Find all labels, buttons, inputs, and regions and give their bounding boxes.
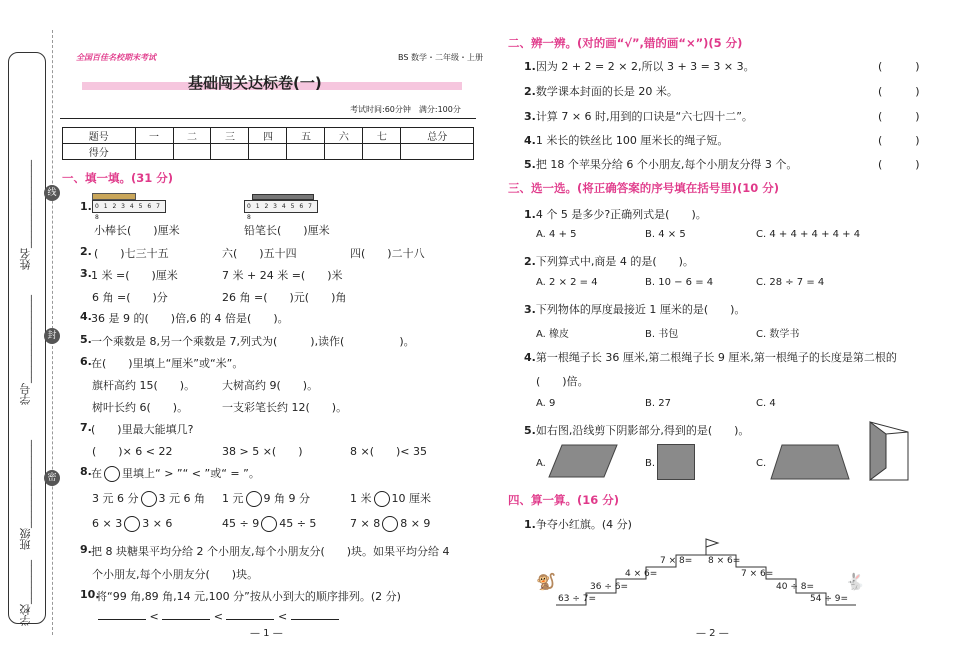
judge-answer-2[interactable]: ( ) <box>878 85 920 98</box>
compare-circle[interactable] <box>124 516 140 532</box>
section-4-title: 四、算一算。(16 分) <box>508 493 620 507</box>
q2-item-c: 四( )二十八 <box>350 247 425 260</box>
score-head-cell: 一 <box>135 128 173 144</box>
q4-number: 4. <box>80 310 92 323</box>
choice-q5-opt-b[interactable]: B. <box>645 458 656 469</box>
exam-info: 考试时间:60分钟 满分:100分 <box>350 105 461 114</box>
judge-answer-5[interactable]: ( ) <box>878 158 920 171</box>
stair-step-2: 36 ÷ 6= <box>590 582 628 592</box>
judge-item-3: 3.计算 7 × 6 时,用到的口诀是“六七四十二”。 <box>524 110 753 123</box>
choice-q3-opt-b[interactable]: B. 书包 <box>645 329 679 340</box>
choice-q4: 4.第一根绳子长 36 厘米,第二根绳子长 9 厘米,第一根绳子的长度是第二根的 <box>524 351 897 364</box>
score-cell[interactable] <box>363 144 401 160</box>
choice-q5-opt-c[interactable]: C. <box>756 458 767 469</box>
q4-text: 36 是 9 的( )倍,6 的 4 倍是( )。 <box>91 312 289 325</box>
stair-step-6: 7 × 6= <box>741 569 774 579</box>
q5-number: 5. <box>80 333 92 346</box>
q3-item-d: 26 角 =( )元( )角 <box>222 291 347 304</box>
q8-compare-3: 1 米 10 厘米 <box>350 492 431 505</box>
stick-icon <box>92 193 136 200</box>
score-head-cell: 六 <box>325 128 363 144</box>
calc-q1: 1.争夺小红旗。(4 分) <box>524 518 632 531</box>
order-blank[interactable] <box>291 619 339 620</box>
grade-label: BS 数学・二年级・上册 <box>398 53 483 62</box>
q10-text: 将“99 角,89 角,14 元,100 分”按从小到大的顺序排列。(2 分) <box>96 590 401 603</box>
choice-q2: 2.下列算式中,商是 4 的是( )。 <box>524 255 694 268</box>
choice-q5: 5.如右图,沿线剪下阴影部分,得到的是( )。 <box>524 424 750 437</box>
order-blank[interactable] <box>98 619 146 620</box>
score-head-cell: 总分 <box>401 128 474 144</box>
section-2-title: 二、辨一辨。(对的画“√”,错的画“×”)(5 分) <box>508 36 743 50</box>
stair-step-3: 4 × 6= <box>625 569 658 579</box>
series-label: 全国百佳名校期末考试 <box>76 53 156 62</box>
q6-item-a: 旗杆高约 15( )。 <box>92 379 196 392</box>
choice-q3-opt-c[interactable]: C. 数学书 <box>756 329 800 340</box>
q6-item-c: 树叶长约 6( )。 <box>92 401 189 414</box>
q9-number: 9. <box>80 543 92 556</box>
score-head-cell: 七 <box>363 128 401 144</box>
choice-q5-opt-a[interactable]: A. <box>536 458 546 469</box>
choice-q2-opt-b[interactable]: B. 10 − 6 = 4 <box>645 277 714 288</box>
q9-line2: 个小朋友,每个小朋友分( )块。 <box>92 568 259 581</box>
page-number-2: — 2 — <box>696 628 729 639</box>
score-cell[interactable] <box>211 144 249 160</box>
compare-circle[interactable] <box>141 491 157 507</box>
q1-pencil-length: 铅笔长( )厘米 <box>244 224 330 237</box>
compare-circle[interactable] <box>261 516 277 532</box>
q8-text: 在 里填上“ > ”“ < ”或“ = ”。 <box>91 467 260 480</box>
score-head-cell: 二 <box>173 128 211 144</box>
seal-secret: 密 <box>44 470 60 486</box>
choice-q3-opt-a[interactable]: A. 橡皮 <box>536 329 570 340</box>
q3-number: 3. <box>80 267 92 280</box>
choice-q4-opt-a[interactable]: A. 9 <box>536 398 556 409</box>
stair-step-8: 54 ÷ 9= <box>810 594 848 604</box>
q7-item-b: 38 > 5 ×( ) <box>222 445 303 458</box>
choice-q4-opt-c[interactable]: C. 4 <box>756 398 776 409</box>
stair-step-5: 8 × 6= <box>708 556 741 566</box>
score-cell[interactable] <box>325 144 363 160</box>
order-blank[interactable] <box>162 619 210 620</box>
q8-compare-6: 7 × 8 8 × 9 <box>350 517 431 530</box>
stair-step-4: 7 × 8= <box>660 556 693 566</box>
judge-item-2: 2.数学课本封面的长是 20 米。 <box>524 85 678 98</box>
compare-circle-icon <box>104 466 120 482</box>
score-cell[interactable] <box>135 144 173 160</box>
compare-circle[interactable] <box>374 491 390 507</box>
q10-number: 10. <box>80 588 100 601</box>
trapezoid-shape <box>770 444 850 480</box>
page-number-1: — 1 — <box>250 628 283 639</box>
choice-q1-opt-a[interactable]: A. 4 + 5 <box>536 229 577 240</box>
page-title: 基础闯关达标卷(一) <box>188 74 322 92</box>
ruler-a: 0 1 2 3 4 5 6 7 8 <box>92 200 166 213</box>
choice-q1-opt-c[interactable]: C. 4 + 4 + 4 + 4 + 4 <box>756 229 861 240</box>
pencil-icon <box>252 194 314 200</box>
q3-item-b: 7 米 + 24 米 =( )米 <box>222 269 343 282</box>
q6-number: 6. <box>80 355 92 368</box>
q5-text: 一个乘数是 8,另一个乘数是 7,列式为( ),读作( )。 <box>91 335 415 348</box>
q8-compare-5: 45 ÷ 9 45 ÷ 5 <box>222 517 317 530</box>
q2-item-a: ( )七三十五 <box>94 247 169 260</box>
q7-text: ( )里最大能填几? <box>91 423 194 436</box>
score-cell[interactable] <box>249 144 287 160</box>
compare-circle[interactable] <box>246 491 262 507</box>
q8-compare-2: 1 元 9 角 9 分 <box>222 492 310 505</box>
judge-item-4: 4.1 米长的铁丝比 100 厘米长的绳子短。 <box>524 134 729 147</box>
q7-number: 7. <box>80 421 92 434</box>
q1-stick-length: 小棒长( )厘米 <box>94 224 180 237</box>
rabbit-icon: 🐇 <box>845 572 865 591</box>
score-cell[interactable] <box>401 144 474 160</box>
class-field-label: 班级________________ <box>19 440 32 550</box>
q7-item-a: ( )× 6 < 22 <box>92 445 173 458</box>
choice-q2-opt-a[interactable]: A. 2 × 2 = 4 <box>536 277 598 288</box>
q6-item-b: 大树高约 9( )。 <box>222 379 319 392</box>
section-3-title: 三、选一选。(将正确答案的序号填在括号里)(10 分) <box>508 181 780 195</box>
order-blank[interactable] <box>226 619 274 620</box>
q8-number: 8. <box>80 465 92 478</box>
name-field-label: 姓名________________ <box>19 160 32 270</box>
q10-order-blanks: < < < <box>98 610 339 623</box>
header-rule <box>60 118 476 119</box>
section-1-title: 一、填一填。(31 分) <box>62 171 174 185</box>
score-head-cell: 五 <box>287 128 325 144</box>
q8-compare-1: 3 元 6 分 3 元 6 角 <box>92 492 205 505</box>
score-cell[interactable] <box>287 144 325 160</box>
judge-answer-4[interactable]: ( ) <box>878 134 920 147</box>
monkey-icon: 🐒 <box>536 572 556 591</box>
seal-line: 线 <box>44 185 60 201</box>
q6-item-d: 一支彩笔长约 12( )。 <box>222 401 348 414</box>
q2-number: 2. <box>80 245 92 258</box>
q7-item-c: 8 ×( )< 35 <box>350 445 428 458</box>
stair-step-7: 40 ÷ 8= <box>776 582 814 592</box>
q9-line1: 把 8 块糖果平均分给 2 个小朋友,每个小朋友分( )块。如果平均分给 4 <box>91 545 450 558</box>
student-id-field-label: 学号________________ <box>19 295 32 405</box>
q2-item-b: 六( )五十四 <box>222 247 297 260</box>
choice-q4-line2: ( )倍。 <box>536 375 589 388</box>
parallelogram-shape <box>548 444 618 478</box>
seal-seal: 封 <box>44 328 60 344</box>
judge-item-5: 5.把 18 个苹果分给 6 个小朋友,每个小朋友分得 3 个。 <box>524 158 798 171</box>
judge-answer-3[interactable]: ( ) <box>878 110 920 123</box>
q3-item-c: 6 角 =( )分 <box>92 291 168 304</box>
judge-item-1: 1.因为 2 + 2 = 2 × 2,所以 3 + 3 = 3 × 3。 <box>524 60 755 73</box>
q1-number: 1. <box>80 200 92 213</box>
q3-item-a: 1 米 =( )厘米 <box>91 269 178 282</box>
score-head-cell: 四 <box>249 128 287 144</box>
choice-q4-opt-b[interactable]: B. 27 <box>645 398 671 409</box>
choice-q1-opt-b[interactable]: B. 4 × 5 <box>645 229 686 240</box>
square-shape <box>657 444 695 480</box>
stair-step-1: 63 ÷ 7= <box>558 594 596 604</box>
q6-text: 在( )里填上“厘米”或“米”。 <box>91 357 244 370</box>
q8-compare-4: 6 × 3 3 × 6 <box>92 517 173 530</box>
ruler-b: 0 1 2 3 4 5 6 7 8 <box>244 200 318 213</box>
score-row-label: 得分 <box>63 144 136 160</box>
score-table <box>62 127 474 160</box>
choice-q3: 3.下列物体的厚度最接近 1 厘米的是( )。 <box>524 303 746 316</box>
score-head-cell: 三 <box>211 128 249 144</box>
fold-cut-figure <box>866 420 912 482</box>
compare-circle[interactable] <box>382 516 398 532</box>
judge-answer-1[interactable]: ( ) <box>878 60 920 73</box>
school-field-label: 学校________ <box>19 560 32 626</box>
choice-q1: 1.4 个 5 是多少?正确列式是( )。 <box>524 208 707 221</box>
score-head-cell: 题号 <box>63 128 136 144</box>
choice-q2-opt-c[interactable]: C. 28 ÷ 7 = 4 <box>756 277 825 288</box>
score-cell[interactable] <box>173 144 211 160</box>
